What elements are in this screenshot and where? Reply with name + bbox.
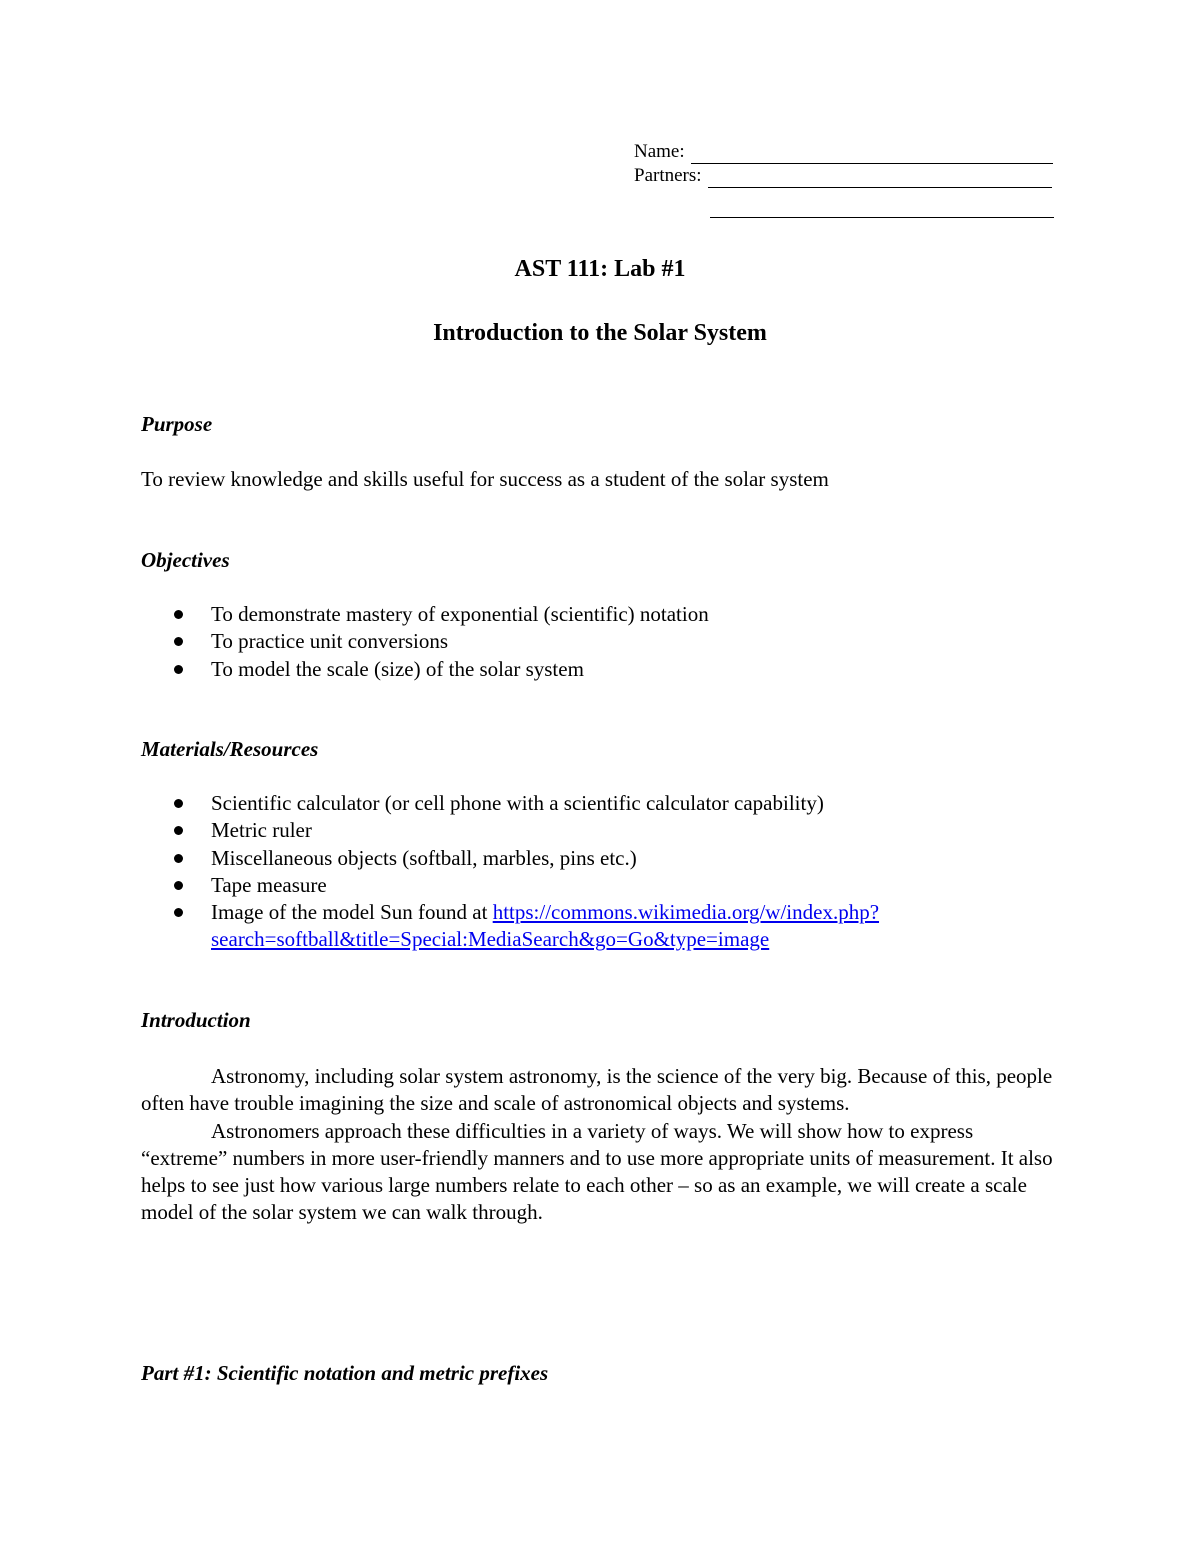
bullet-icon	[174, 908, 183, 917]
partners-field-row	[634, 164, 1064, 188]
partners-extra-row	[634, 194, 1064, 218]
material-text: Metric ruler	[211, 818, 312, 843]
introduction-paragraph: Astronomy, including solar system astronomy, is the science of the very big. Because of this, people often have trouble imagining the size and scale of astronomical objects and systems.	[141, 1064, 1053, 1116]
introduction-paragraph: Astronomers approach these difficulties in a variety of ways. We will show how to express “extreme” numbers in more user-friendly manners and to use more appropriate units of measurement. It also helps to see just how various large numbers relate to each other – so as an example, we will create a scale model of the solar system we can walk through.	[141, 1118, 1053, 1225]
list-item	[172, 790, 879, 817]
part1-heading: Part #1: Scientific notation and metric prefixes	[141, 1361, 549, 1385]
bullet-icon	[174, 826, 183, 835]
model-sun-link-continued[interactable]: search=softball&title=Special:MediaSearch&go=Go&type=image	[211, 927, 770, 952]
materials-heading: Materials/Resources	[141, 737, 319, 761]
document-title: AST 111: Lab #1	[514, 256, 686, 282]
list-item	[172, 872, 879, 899]
name-blank-line[interactable]	[691, 145, 1053, 164]
material-text: Miscellaneous objects (softball, marbles, pins etc.)	[211, 845, 637, 870]
objective-text: To model the scale (size) of the solar system	[211, 656, 584, 681]
purpose-text: To review knowledge and skills useful for success as a student of the solar system	[141, 467, 829, 491]
material-text: Scientific calculator (or cell phone with a scientific calculator capability)	[211, 791, 824, 815]
list-item	[172, 899, 879, 954]
list-item	[172, 817, 879, 844]
partners-extra-blank-line[interactable]	[710, 199, 1054, 218]
bullet-icon	[174, 854, 183, 863]
introduction-body	[141, 1063, 1061, 1227]
header-fields	[634, 140, 1064, 218]
document-subtitle: Introduction to the Solar System	[433, 320, 767, 346]
material-text: Image of the model Sun found at	[211, 900, 493, 925]
objectives-list	[172, 601, 709, 683]
materials-list	[172, 790, 879, 954]
bullet-icon	[174, 881, 183, 890]
objective-text: To demonstrate mastery of exponential (scientific) notation	[211, 602, 709, 626]
partners-blank-line[interactable]	[708, 169, 1052, 188]
list-item	[172, 656, 709, 683]
objectives-heading: Objectives	[141, 548, 230, 572]
introduction-heading: Introduction	[141, 1008, 251, 1032]
list-item	[172, 601, 709, 628]
partners-label: Partners:	[634, 165, 702, 186]
bullet-icon	[174, 637, 183, 646]
bullet-icon	[174, 665, 183, 674]
bullet-icon	[174, 610, 183, 619]
name-field-row	[634, 140, 1064, 164]
material-text: Tape measure	[211, 872, 327, 897]
objective-text: To practice unit conversions	[211, 629, 449, 654]
list-item	[172, 845, 879, 872]
purpose-heading: Purpose	[141, 412, 213, 436]
bullet-icon	[174, 799, 183, 808]
model-sun-link[interactable]: https://commons.wikimedia.org/w/index.php?	[492, 900, 880, 925]
name-label: Name:	[634, 141, 685, 162]
list-item	[172, 628, 709, 655]
